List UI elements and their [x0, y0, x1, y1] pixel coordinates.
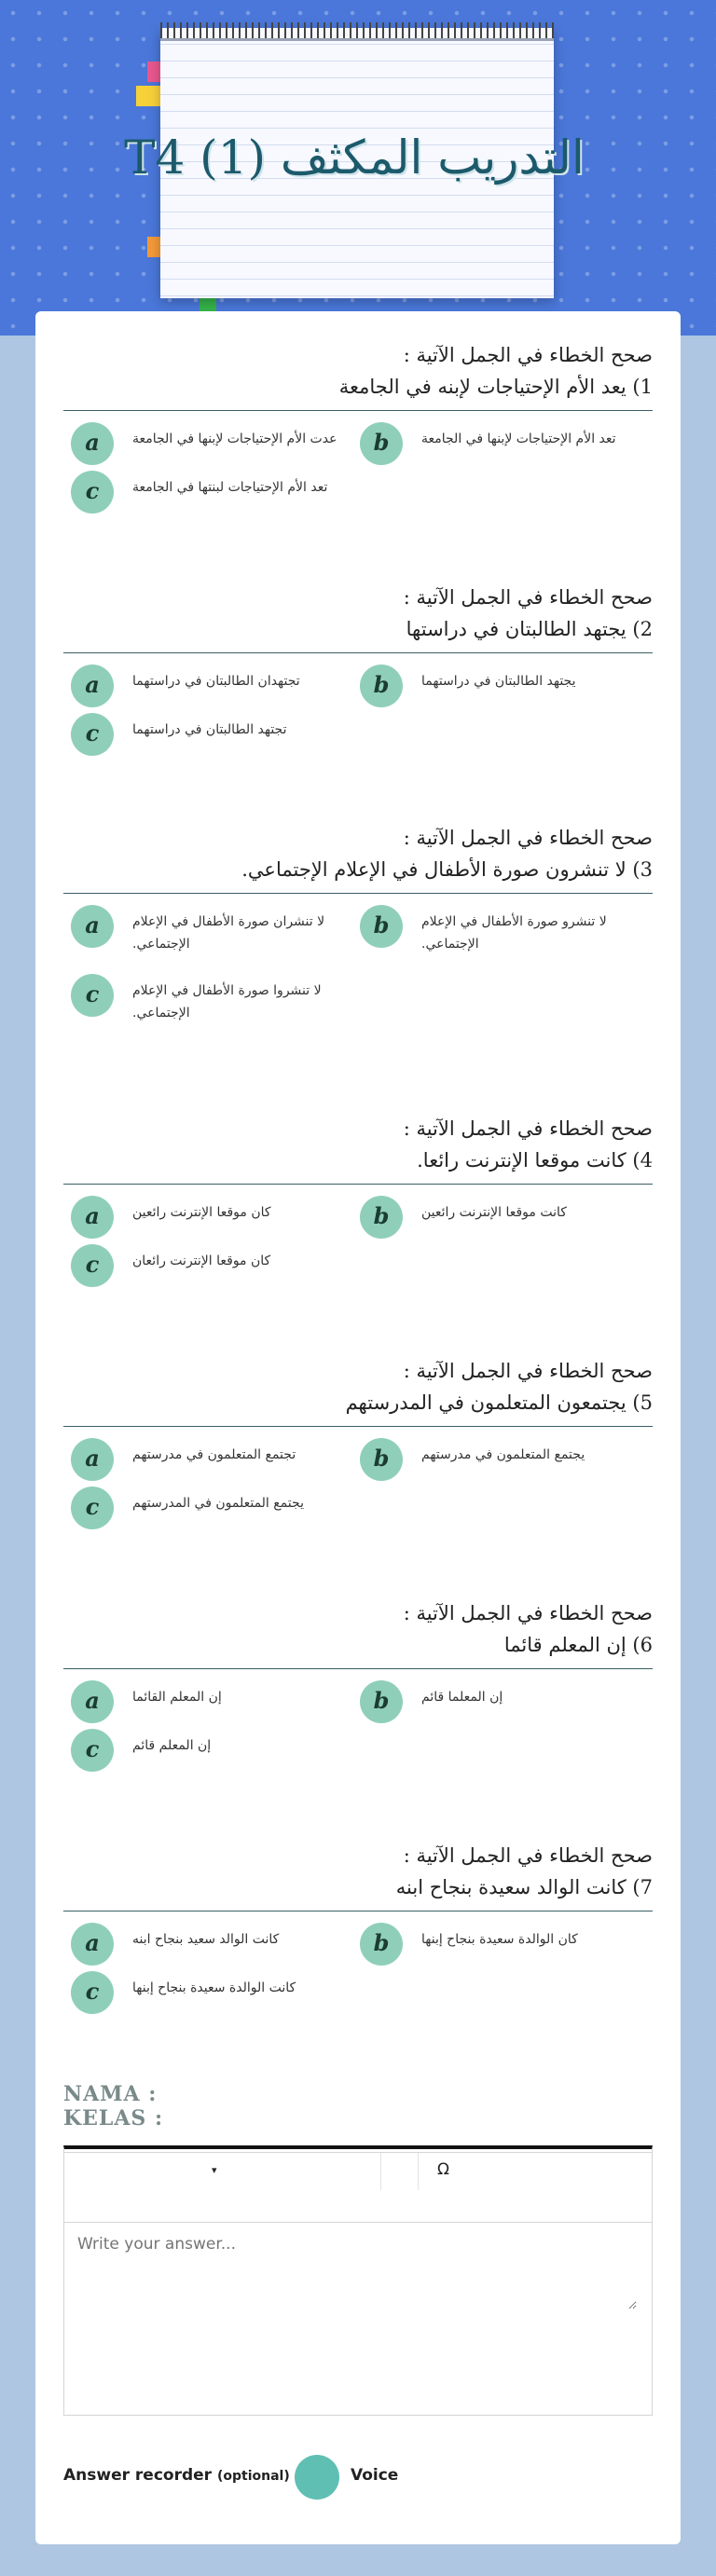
- answer-options: [63, 1680, 653, 1802]
- question-5: [63, 1355, 653, 1559]
- question-divider: [63, 893, 653, 894]
- notebook-tab-green: [200, 298, 216, 311]
- option-text: يجتهد الطالبتان في دراستهما: [421, 674, 576, 689]
- question-instruction: صحح الخطاء في الجمل الآتية :: [403, 1844, 653, 1867]
- question-3: [63, 822, 653, 1045]
- option-a[interactable]: [71, 422, 360, 465]
- option-badge[interactable]: b: [360, 422, 403, 465]
- answer-recorder: [63, 2455, 653, 2501]
- notebook-spiral: [160, 22, 554, 41]
- question-4: [63, 1113, 653, 1317]
- option-badge[interactable]: b: [360, 1196, 403, 1239]
- answer-editor: [63, 2145, 653, 2416]
- question-1: [63, 339, 653, 543]
- worksheet-title: التدريب المكثف (1) T4: [124, 130, 585, 185]
- option-text: كان الوالدة سعيدة بنجاح إبنها: [421, 1932, 578, 1947]
- option-text: كانت الوالد سعيد بنجاح ابنه: [132, 1932, 280, 1947]
- answer-options: [63, 422, 653, 543]
- option-a[interactable]: [71, 905, 360, 952]
- question-text: 3) لا تنشرون صورة الأطفال في الإعلام الإجتماعي.: [241, 858, 653, 881]
- question-instruction: صحح الخطاء في الجمل الآتية :: [403, 827, 653, 849]
- recorder-label: [63, 2466, 302, 2485]
- toolbar-divider: [381, 2153, 419, 2190]
- editor-toolbar: [64, 2152, 652, 2223]
- question-instruction: صحح الخطاء في الجمل الآتية :: [403, 1117, 653, 1140]
- option-text: عدت الأم الإحتياجات لإبنها في الجامعة: [132, 432, 337, 446]
- class-label: KELAS :: [63, 2106, 164, 2131]
- question-instruction: صحح الخطاء في الجمل الآتية :: [403, 344, 653, 366]
- option-text: يجتمع المتعلمون في المدرستهم: [132, 1496, 304, 1511]
- option-b[interactable]: [360, 1438, 649, 1481]
- option-badge[interactable]: a: [71, 422, 114, 465]
- student-info: [63, 2082, 163, 2131]
- notebook-tab-yellow: [136, 86, 160, 106]
- option-b[interactable]: [360, 905, 649, 952]
- worksheet-card: [35, 311, 681, 2544]
- option-a[interactable]: [71, 1680, 360, 1723]
- chevron-down-icon[interactable]: ▾: [212, 2164, 217, 2176]
- option-c[interactable]: [71, 1244, 360, 1287]
- question-instruction: صحح الخطاء في الجمل الآتية :: [403, 1602, 653, 1624]
- option-text: كان موقعا الإنترنت رائعين: [132, 1205, 271, 1220]
- option-badge[interactable]: c: [71, 471, 114, 514]
- option-badge[interactable]: c: [71, 1244, 114, 1287]
- option-text: لا تنشروا صورة الأطفال في الإعلام الإجتماعي.: [132, 983, 322, 1021]
- option-a[interactable]: [71, 665, 360, 707]
- answer-options: [63, 1196, 653, 1317]
- option-badge[interactable]: b: [360, 665, 403, 707]
- option-badge[interactable]: c: [71, 713, 114, 756]
- option-text: تجتهد الطالبتان في دراستهما: [132, 722, 287, 737]
- option-text: تعد الأم الإحتياجات لإبنها في الجامعة: [421, 432, 616, 446]
- option-c[interactable]: [71, 471, 360, 514]
- worksheet-header: [0, 0, 716, 336]
- option-b[interactable]: [360, 1680, 649, 1723]
- option-badge[interactable]: a: [71, 1438, 114, 1481]
- answer-options: [63, 1923, 653, 2044]
- option-badge[interactable]: a: [71, 1196, 114, 1239]
- option-text: كان موقعا الإنترنت رائعان: [132, 1254, 271, 1268]
- voice-record-button[interactable]: [295, 2455, 339, 2500]
- option-text: تجتمع المتعلمون في مدرستهم: [132, 1447, 296, 1462]
- voice-label[interactable]: Voice: [351, 2466, 399, 2485]
- question-6: [63, 1597, 653, 1802]
- option-badge[interactable]: a: [71, 665, 114, 707]
- option-b[interactable]: [360, 422, 649, 465]
- recorder-optional: (optional): [216, 2469, 290, 2484]
- question-divider: [63, 410, 653, 411]
- question-divider: [63, 652, 653, 653]
- option-c[interactable]: [71, 1729, 360, 1772]
- option-badge[interactable]: c: [71, 974, 114, 1017]
- question-text: 6) إن المعلم قائما: [503, 1634, 653, 1656]
- option-c[interactable]: [71, 1487, 360, 1529]
- option-badge[interactable]: b: [360, 905, 403, 948]
- option-text: يجتمع المتعلمون في مدرستهم: [421, 1447, 585, 1462]
- answer-textarea[interactable]: [77, 2235, 637, 2309]
- question-text: 7) كانت الوالد سعيدة بنجاح ابنه: [395, 1876, 653, 1898]
- option-text: تعد الأم الإحتياجات لبنتها في الجامعة: [132, 480, 328, 495]
- option-badge[interactable]: c: [71, 1729, 114, 1772]
- option-badge[interactable]: c: [71, 1487, 114, 1529]
- option-a[interactable]: [71, 1196, 360, 1239]
- option-text: تجتهدان الطالبتان في دراستهما: [132, 674, 300, 689]
- option-c[interactable]: [71, 974, 360, 1021]
- option-c[interactable]: [71, 713, 360, 756]
- question-2: [63, 582, 653, 786]
- answer-options: [63, 665, 653, 786]
- question-text: 5) يجتمعون المتعلمون في المدرستهم: [345, 1391, 653, 1414]
- option-text: كانت الوالدة سعيدة بنجاح إبنها: [132, 1980, 296, 1995]
- format-dropdown[interactable]: [64, 2153, 381, 2190]
- question-instruction: صحح الخطاء في الجمل الآتية :: [403, 586, 653, 609]
- option-badge[interactable]: a: [71, 905, 114, 948]
- recorder-title: Answer recorder: [63, 2466, 213, 2485]
- option-b[interactable]: [360, 1923, 649, 1966]
- question-text: 2) يجتهد الطالبتان في دراستها: [406, 618, 653, 640]
- option-b[interactable]: [360, 665, 649, 707]
- question-7: [63, 1840, 653, 2044]
- option-badge[interactable]: a: [71, 1680, 114, 1723]
- option-badge[interactable]: c: [71, 1971, 114, 2014]
- option-b[interactable]: [360, 1196, 649, 1239]
- question-text: 4) كانت موقعا الإنترنت رائعا.: [417, 1149, 653, 1172]
- option-text: لا تنشران صورة الأطفال في الإعلام الإجتماعي.: [132, 914, 325, 952]
- option-badge[interactable]: a: [71, 1923, 114, 1966]
- option-badge[interactable]: b: [360, 1438, 403, 1481]
- option-text: إن المعلم القائما: [132, 1690, 222, 1705]
- question-text: 1) يعد الأم الإحتياجات لإبنه في الجامعة: [338, 376, 653, 398]
- option-badge[interactable]: b: [360, 1923, 403, 1966]
- question-divider: [63, 1668, 653, 1669]
- option-a[interactable]: [71, 1923, 360, 1966]
- option-c[interactable]: [71, 1971, 360, 2014]
- option-a[interactable]: [71, 1438, 360, 1481]
- question-divider: [63, 1426, 653, 1427]
- special-character-button[interactable]: Ω: [437, 2160, 449, 2179]
- option-text: إن المعلما قائم: [421, 1690, 503, 1705]
- option-text: إن المعلم قائم: [132, 1738, 212, 1753]
- option-text: لا تنشرو صورة الأطفال في الإعلام الإجتماعي.: [421, 914, 607, 952]
- name-label: NAMA :: [63, 2082, 158, 2106]
- answer-options: [63, 1438, 653, 1559]
- question-instruction: صحح الخطاء في الجمل الآتية :: [403, 1360, 653, 1382]
- answer-options: [63, 905, 653, 1045]
- question-divider: [63, 1184, 653, 1185]
- option-text: كانت موقعا الإنترنت رائعين: [421, 1205, 567, 1220]
- option-badge[interactable]: b: [360, 1680, 403, 1723]
